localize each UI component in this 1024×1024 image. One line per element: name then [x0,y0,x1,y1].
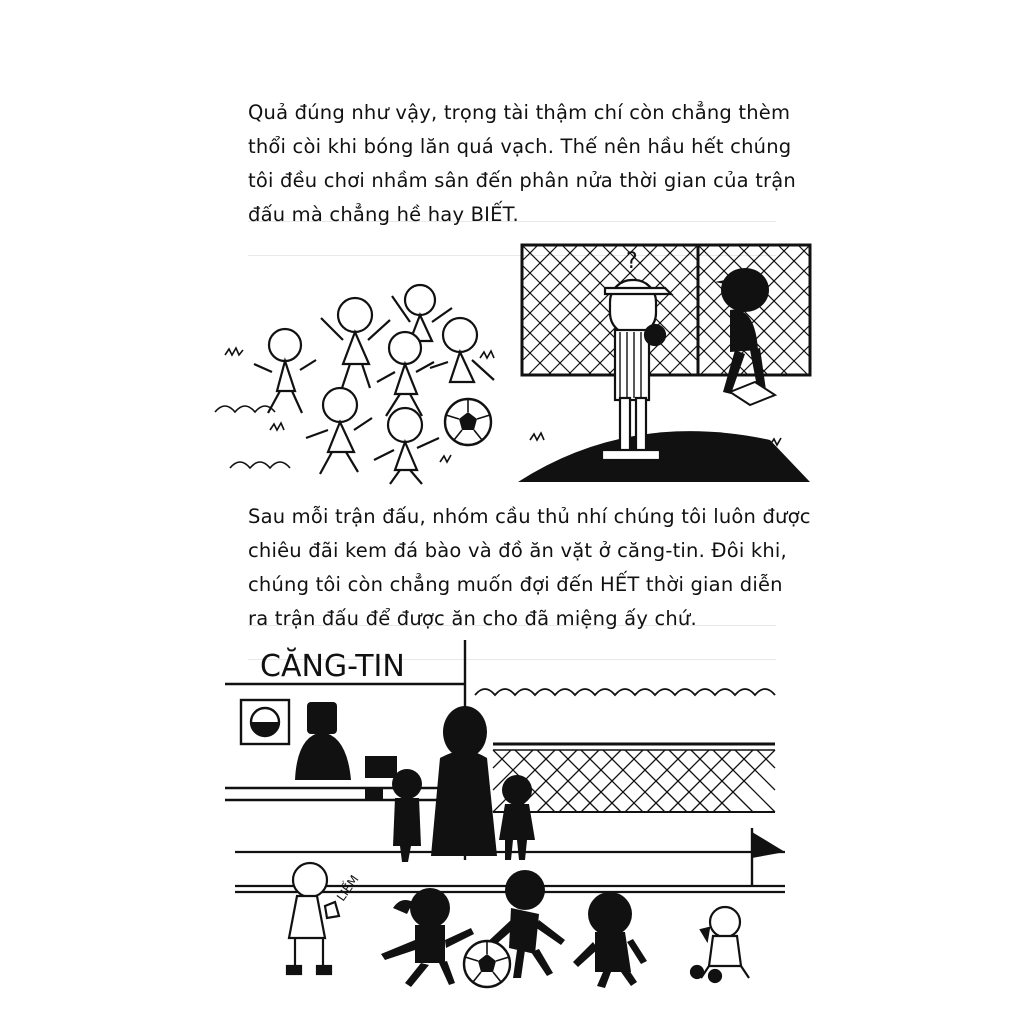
text-line: thổi còi khi bóng lăn quá vạch. Thế nên hầu hết chúng [248,135,792,158]
vendor-silhouette [295,702,351,780]
illustration-canteen [225,640,790,1000]
clock-icon [251,708,279,736]
ice-cream-kid-left [287,863,339,974]
soccer-ball-icon [445,399,491,445]
illustration-kids-playing [210,240,810,490]
ice-cream-kid-right [691,907,749,982]
home-plate [730,382,775,405]
soccer-ball-icon [464,941,510,987]
canteen-sign: CĂNG-TIN [260,649,405,684]
text-line: Quả đúng như vậy, trọng tài thậm chí còn chẳng thèm [248,101,791,124]
text-line: đấu mà chẳng hề hay BIẾT. [248,203,519,226]
bushes [475,689,775,695]
text-line: Sau mỗi trận đấu, nhóm cầu thủ nhí chúng tôi luôn được [248,505,811,528]
text-line: chiêu đãi kem đá bào và đồ ăn vặt ở căng-tin. Đôi khi, [248,539,787,562]
question-mark: ? [626,249,638,274]
corner-flag-icon [752,828,785,886]
paragraph-first [248,96,796,232]
queue-silhouettes [365,706,535,862]
text-line: chúng tôi còn chẳng muốn đợi đến HẾT thời gian diễn [248,573,783,596]
paragraph-second [248,500,811,636]
chain-link-fence [522,245,810,375]
sound-effect-label: LIẾM [333,872,362,904]
text-line: ra trận đấu để được ăn cho đã miệng ấy chứ. [248,607,697,630]
running-silhouettes [381,870,647,988]
cash-register [365,756,397,778]
pitcher-mound [518,431,810,482]
chain-link-fence [493,744,775,812]
text-line: tôi đều chơi nhầm sân đến phân nửa thời gian của trận [248,169,796,192]
